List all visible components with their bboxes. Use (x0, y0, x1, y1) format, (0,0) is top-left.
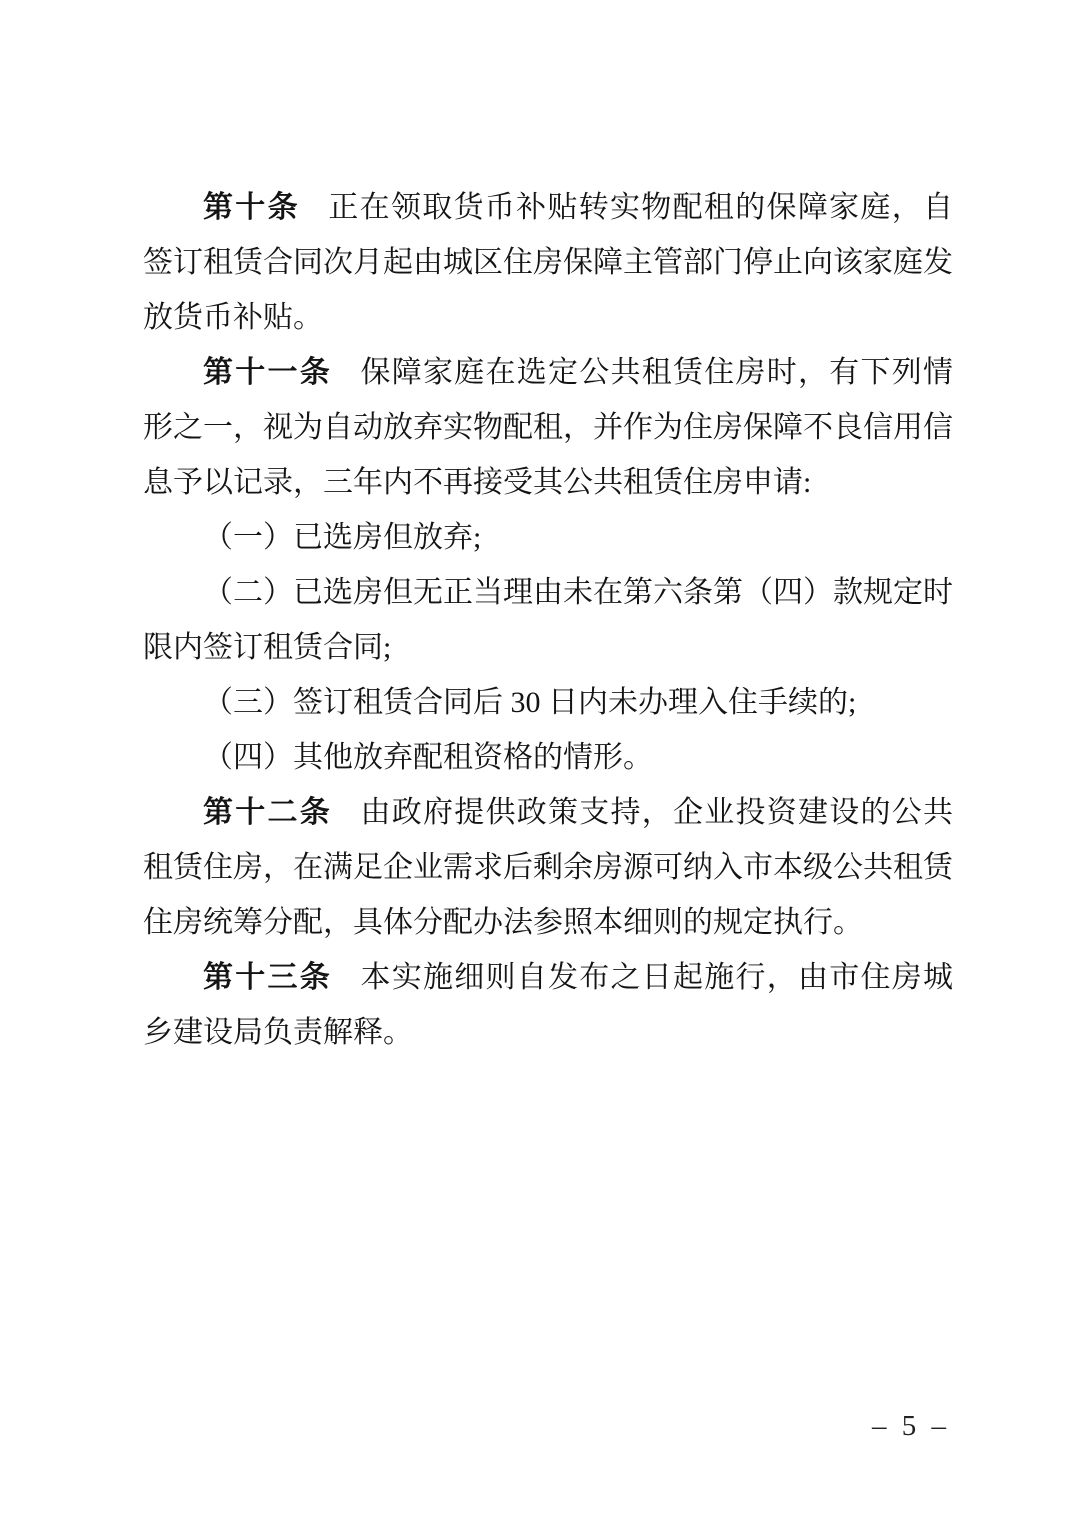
article-12-text: 由政府提供政策支持，企业投资建设的公共租赁住房，在满足企业需求后剩余房源可纳入市本级公共租赁住房统筹分配，具体分配办法参照本细则的规定执行。 (143, 796, 953, 939)
item-1-text: （一）已选房但放弃; (203, 521, 482, 554)
article-12-label: 第十二条 (203, 796, 332, 829)
item-3-text: （三）签订租赁合同后 30 日内未办理入住手续的; (203, 686, 857, 719)
paragraph-article-11 (143, 345, 953, 510)
page-number: – 5 – (872, 1410, 950, 1442)
item-4-text: （四）其他放弃配租资格的情形。 (203, 741, 653, 774)
article-11-text: 保障家庭在选定公共租赁住房时，有下列情形之一，视为自动放弃实物配租，并作为住房保障不良信用信息予以记录，三年内不再接受其公共租赁住房申请: (143, 356, 953, 499)
item-2-text: （二）已选房但无正当理由未在第六条第（四）款规定时限内签订租赁合同; (143, 576, 953, 664)
paragraph-article-10 (143, 180, 953, 345)
paragraph-article-12 (143, 785, 953, 950)
paragraph-item-3 (143, 675, 953, 730)
article-13-label: 第十三条 (203, 961, 332, 994)
article-10-text: 正在领取货币补贴转实物配租的保障家庭，自签订租赁合同次月起由城区住房保障主管部门停止向该家庭发放货币补贴。 (143, 191, 954, 334)
paragraph-item-2 (143, 565, 953, 675)
paragraph-article-13 (143, 950, 953, 1060)
article-13-text: 本实施细则自发布之日起施行，由市住房城乡建设局负责解释。 (143, 961, 953, 1049)
paragraph-item-1 (143, 510, 953, 565)
article-10-label: 第十条 (203, 191, 300, 224)
document-body (143, 180, 953, 1060)
paragraph-item-4 (143, 730, 953, 785)
article-11-label: 第十一条 (203, 356, 332, 389)
